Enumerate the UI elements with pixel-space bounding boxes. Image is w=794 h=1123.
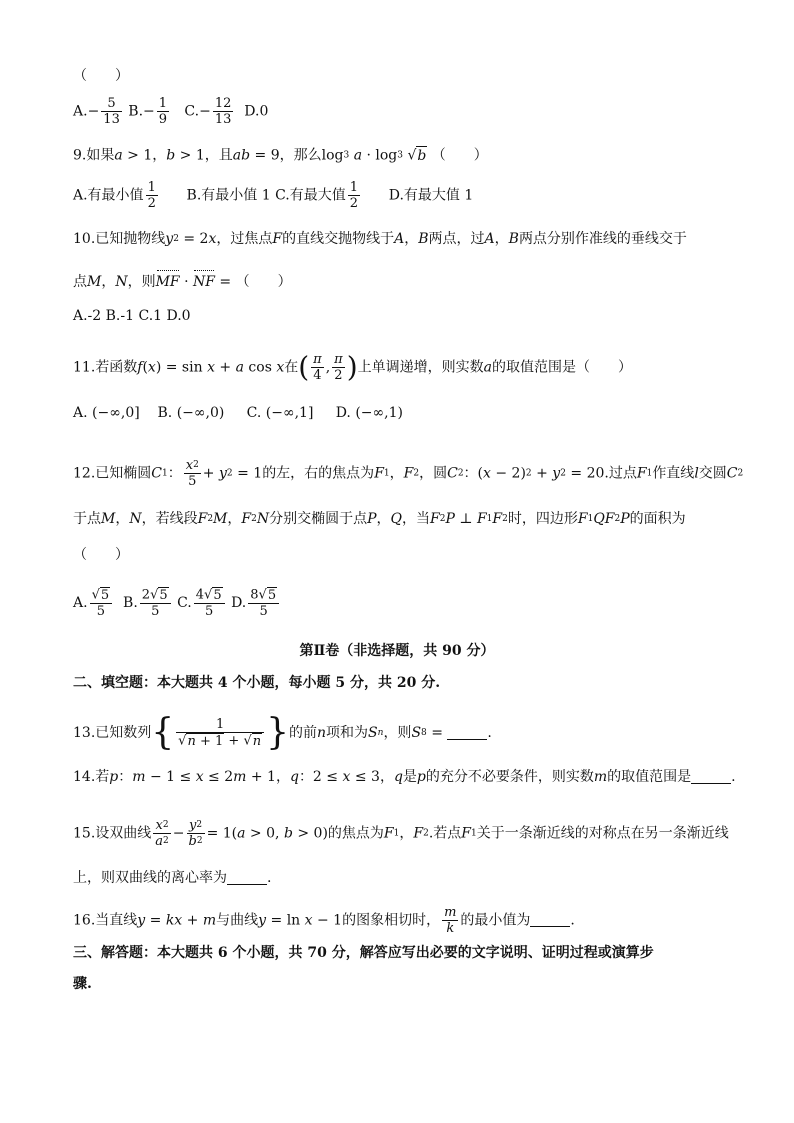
q8-paren: （ ）	[73, 68, 129, 84]
q10-options: A.-2 B.-1 C.1 D.0	[73, 308, 191, 324]
question-16: 16.当直线y = kx + m与曲线y = ln x − 1的图象相切时， $\frac{m}{k}$ 的最小值为 .	[73, 905, 575, 936]
question-15: 15.设双曲线 $\frac{x2}{a2}$ − $\frac{y2}{b2}$ = 1(a > 0, b > 0)的焦点为F1，F2.若点F1关于一条渐近线的对称点在另一条渐近线	[73, 818, 729, 849]
q15-answer-blank[interactable]	[227, 872, 267, 885]
question-9: 9.如果a > 1，b > 1，且ab = 9，那么log3 a · log3 √b （ ）	[73, 147, 488, 164]
question-13: 13.已知数列{ $\frac{1}{√n + 1 + √n}$ }的前n项和为Sn，则S8 = .	[73, 712, 492, 753]
question-10: 10.已知抛物线y2 = 2x，过焦点F的直线交抛物线于A，B两点，过A，B两点分别作准线的垂线交于	[73, 231, 687, 247]
section-3-line2: 骤.	[73, 976, 92, 992]
question-12: 12.已知椭圆C1： $\frac{x2}{5}$ + y2 = 1的左，右的焦点为F1，F2，圆C2：(x − 2)2 + y2 = 20.过点F1作直线l交圆C2	[73, 458, 744, 489]
section-2-title: 第Ⅱ卷（非选择题，共 90 分）	[299, 643, 495, 659]
q11-options: A. (−∞,0] B. (−∞,0) C. (−∞,1] D. (−∞,1)	[73, 405, 404, 421]
q16-answer-blank[interactable]	[530, 914, 570, 927]
section-3-line1: 三、解答题：本大题共 6 个小题，共 70 分，解答应写出必要的文字说明、证明过程或演算步	[73, 945, 654, 961]
section-2-heading: 二、填空题：本大题共 4 个小题，每小题 5 分，共 20 分.	[73, 675, 441, 691]
q13-answer-blank[interactable]	[447, 727, 487, 740]
q12-options: A. $\frac{√5}{5}$ B. $\frac{2√5}{5}$ C. $\frac{4√5}{5}$ D. $\frac{8√5}{5}$	[73, 587, 281, 619]
q8-options: A.− $\frac{5}{13}$ B.− $\frac{1}{9}$ C.− $\frac{12}{13}$ D.0	[73, 96, 269, 127]
q15-line2: 上，则双曲线的离心率为 .	[73, 870, 272, 886]
q9-options: A.有最小值 $\frac{1}{2}$ B.有最小值 1 C.有最大值 $\frac{1}{2}$ D.有最大值 1	[73, 180, 474, 211]
q14-answer-blank[interactable]	[691, 771, 731, 784]
q12-line2: 于点M，N，若线段F2M，F2N分别交椭圆于点P，Q，当F2P ⊥ F1F2时，四边形F1QF2P的面积为	[73, 511, 686, 527]
question-14: 14.若p：m − 1 ≤ x ≤ 2m + 1，q：2 ≤ x ≤ 3，q是p的充分不必要条件，则实数m的取值范围是 .	[73, 769, 736, 785]
q12-paren: （ ）	[73, 547, 129, 563]
q10-line2: 点M，N，则MF · NF = （ ）	[73, 274, 292, 290]
question-11: 11.若函数f(x) = sin x + a cos x在( $\frac{\pi}{4}$ , $\frac{\pi}{2}$ )上单调递增，则实数a的取值范围是（ ）	[73, 350, 633, 384]
